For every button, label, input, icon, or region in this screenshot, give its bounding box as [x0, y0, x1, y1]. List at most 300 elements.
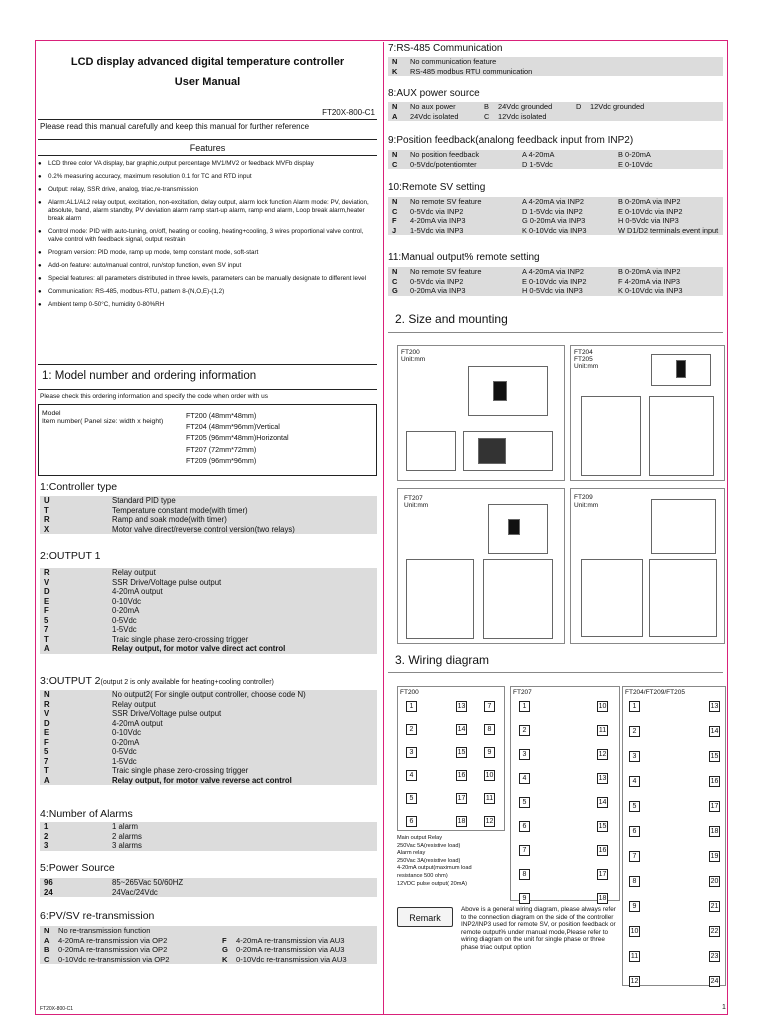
table-row — [388, 216, 723, 226]
front-view — [468, 366, 548, 416]
panel-unit: Unit:mm — [401, 356, 426, 363]
table-cell: N — [392, 267, 398, 276]
option-code: A — [44, 644, 50, 653]
table-cell — [232, 926, 377, 936]
table-cell: G — [222, 945, 228, 954]
table-cell: N — [392, 102, 398, 111]
table-cell: B 0-20mA via INP2 — [618, 197, 681, 206]
wiring-notes — [397, 835, 472, 888]
terminal: 4 — [629, 776, 640, 787]
controller-type-table — [40, 496, 377, 534]
terminal: 1 — [406, 701, 417, 712]
table-row — [40, 776, 377, 786]
terminal: 9 — [629, 901, 640, 912]
table-cell: No remote SV feature — [410, 267, 482, 276]
terminal: 14 — [710, 728, 719, 735]
table-cell: F 4-20mA via INP3 — [618, 276, 681, 286]
option-description: 1 alarm — [112, 822, 138, 831]
retrans-heading: 6:PV/SV re-transmission — [40, 910, 155, 922]
feature-item: ● Special features: all parameters distributed in three levels, parameters can be manually designate to different level — [38, 275, 377, 283]
option-code: U — [44, 496, 50, 505]
remote-sv-table — [388, 197, 723, 235]
rs485-heading: 7:RS-485 Communication — [388, 43, 503, 54]
front-view — [651, 499, 716, 554]
option-description: 1-5Vdc — [112, 756, 137, 766]
table-row — [40, 525, 377, 535]
table-cell: A 4-20mA via INP2 — [522, 267, 585, 276]
option-code: F — [44, 737, 49, 747]
option-description: Ramp and soak mode(with timer) — [112, 515, 227, 524]
table-cell: RS-485 modbus RTU communication — [410, 66, 533, 76]
terminal: 3 — [519, 749, 530, 760]
aux-heading: 8:AUX power source — [388, 88, 480, 99]
terminal: 11 — [630, 953, 639, 960]
table-row — [40, 719, 377, 729]
output2-heading-text: 3:OUTPUT 2 — [40, 675, 101, 687]
option-description: No output2( For single output controller, choose code N) — [112, 690, 306, 699]
power-heading: 5:Power Source — [40, 862, 115, 874]
option-code: N — [44, 690, 50, 699]
table-row — [40, 616, 377, 626]
option-code: A — [44, 775, 50, 785]
terminal: 8 — [484, 724, 495, 735]
model-item: FT205 (96mm*48mm)Horizontal — [186, 433, 289, 443]
table-row — [40, 757, 377, 767]
size-diagram-ft209 — [570, 488, 725, 644]
terminal: 6 — [629, 826, 640, 837]
table-row — [40, 568, 377, 578]
panel-name: FT200 — [400, 689, 419, 696]
feature-item: ● 0.2% measuring accuracy, maximum resolution 0.1 for TC and RTD input — [38, 173, 377, 181]
power-table — [40, 878, 377, 897]
wiring-diagram-ft204 — [622, 686, 726, 986]
table-cell: 0-20mA via INP3 — [410, 286, 466, 296]
output2-heading — [40, 675, 274, 687]
page-number: 1 — [722, 1004, 726, 1011]
option-description: Traic single phase zero-crossing trigger — [112, 766, 249, 775]
wiring-diagram-ft200 — [397, 686, 505, 831]
feature-item: ● Program version: PID mode, ramp up mode, temp constant mode, soft-start — [38, 249, 377, 257]
option-description: Relay output — [112, 568, 156, 577]
table-row — [388, 150, 723, 160]
table-cell: J — [392, 225, 397, 235]
panel-name: FT200 — [401, 349, 420, 356]
table-cell — [572, 112, 586, 122]
size-diagram-ft200 — [397, 345, 565, 481]
controller-type-heading: 1:Controller type — [40, 481, 118, 493]
side-view — [406, 431, 456, 471]
option-code: D — [44, 587, 50, 596]
table-cell: C — [484, 111, 490, 121]
panel-unit: Unit:mm — [404, 502, 429, 509]
terminal: 16 — [710, 778, 719, 785]
document-number: FT20X-800-C1 — [322, 108, 375, 117]
table-cell: 12Vdc grounded — [590, 102, 645, 111]
table-cell: C — [392, 159, 398, 169]
table-cell: F — [392, 216, 397, 226]
retrans-table — [40, 926, 377, 964]
option-description: SSR Drive/Voltage pulse output — [112, 709, 222, 718]
terminal: 23 — [710, 953, 719, 960]
model-sub-label: Item number( Panel size: width x height) — [42, 418, 164, 425]
model-item: FT204 (48mm*96mm)Vertical — [186, 422, 280, 432]
terminal: 5 — [629, 801, 640, 812]
terminal: 10 — [485, 772, 494, 779]
table-cell: K — [392, 66, 398, 76]
table-row — [388, 267, 723, 277]
table-cell — [218, 926, 232, 936]
table-row — [388, 102, 723, 112]
option-code: R — [44, 568, 50, 577]
table-cell: 0-10Vdc re-transmission via OP2 — [58, 954, 170, 964]
table-row — [40, 822, 377, 832]
rear-view — [649, 559, 717, 637]
table-row — [388, 112, 723, 122]
table-row — [40, 955, 377, 965]
panel-name: FT209 — [574, 494, 593, 501]
option-code: T — [44, 766, 49, 775]
manual-output-table — [388, 267, 723, 296]
table-cell: C — [44, 954, 50, 964]
table-cell: A — [44, 935, 50, 945]
table-row — [40, 578, 377, 588]
table-cell: A 4-20mA via INP2 — [522, 197, 585, 206]
table-cell: N — [392, 57, 398, 66]
panel-unit: Unit:mm — [574, 363, 599, 370]
terminal: 11 — [485, 795, 494, 802]
option-code: 96 — [44, 878, 53, 887]
option-description: 2 alarms — [112, 831, 142, 841]
option-code: 7 — [44, 625, 49, 634]
feature-item: ● LCD three color VA display, bar graphic,output percentage MV1/MV2 or feedback MVFb display — [38, 160, 377, 168]
output1-table — [40, 568, 377, 654]
model-item: FT209 (96mm*96mm) — [186, 455, 257, 465]
manual-subtitle: User Manual — [174, 76, 241, 88]
terminal: 18 — [457, 818, 466, 825]
option-description: Standard PID type — [112, 496, 176, 505]
features-heading-rule — [38, 155, 377, 156]
feature-item: ● Control mode: PID with auto-tuning, on/off, heating or cooling, heating+cooling, 3 wires proportional valve control, valve control with feedback signal, output restrain — [38, 228, 377, 244]
feature-item: ● Output: relay, SSR drive, analog, triac,re-transmission — [38, 186, 377, 194]
feature-item: ● Alarm:AL1/AL2 relay output, excitation, non-excitation, delay output, alarm lock function Alarm mode: PV, deviation, absolute, band, alarm standby, PV deviation alarm ramp start-up alarm, ramp end alarm, Loop break alarm,heater break alarm — [38, 199, 377, 223]
table-cell — [586, 112, 723, 122]
table-cell: No re-transmission function — [58, 926, 151, 935]
option-description: 24Vac/24Vdc — [112, 887, 158, 897]
size-heading: 2. Size and mounting — [395, 312, 508, 326]
remark-text: Above is a general wiring diagram, please always refer to the connection diagram on the side of the controller INP2/INP3 used for remote SV, or position feedback or remote output% under manual mode,Please refer to wiring diagram on the unit for single phase or three phase triac output option — [461, 906, 616, 951]
table-row — [40, 926, 377, 936]
option-code: T — [44, 634, 49, 644]
section-model-rule — [38, 389, 377, 390]
terminal: 18 — [598, 895, 607, 902]
table-row — [40, 644, 377, 654]
table-row — [40, 841, 377, 851]
model-item: FT207 (72mm*72mm) — [186, 444, 257, 454]
table-row — [40, 709, 377, 719]
top-view — [463, 431, 553, 471]
table-cell: B — [484, 102, 489, 111]
terminal: 7 — [629, 851, 640, 862]
features-bottom-rule — [38, 364, 377, 365]
wiring-note-line: resistance 500 ohm) — [397, 872, 448, 879]
table-cell: D 1-5Vdc — [522, 159, 553, 169]
option-description: 1-5Vdc — [112, 625, 137, 634]
terminal: 18 — [710, 828, 719, 835]
terminal: 15 — [457, 749, 466, 756]
wiring-note-line: 250Vac 5A(resistive load) — [397, 842, 461, 849]
table-cell: E 0-10Vdc — [618, 159, 653, 169]
side-view — [581, 396, 641, 476]
option-code: V — [44, 709, 50, 718]
terminal: 17 — [598, 871, 607, 878]
option-description: 3 alarms — [112, 841, 142, 850]
remark-label: Remark — [397, 907, 453, 927]
display-window — [493, 381, 507, 401]
option-code: 5 — [44, 615, 49, 625]
table-row — [40, 700, 377, 710]
panel-name: FT207 — [404, 495, 423, 502]
terminal: 9 — [519, 893, 530, 904]
table-cell: K — [222, 954, 228, 964]
option-code: F — [44, 606, 49, 615]
terminal: 2 — [629, 726, 640, 737]
model-item: FT200 (48mm*48mm) — [186, 411, 257, 420]
terminal: 3 — [629, 751, 640, 762]
table-row — [40, 515, 377, 525]
terminal: 13 — [598, 775, 607, 782]
option-description: 0-5Vdc — [112, 747, 137, 756]
table-cell: 24Vdc grounded — [498, 102, 553, 111]
terminal: 13 — [710, 703, 719, 710]
panel-unit: Unit:mm — [574, 502, 599, 509]
terminal: 24 — [710, 978, 719, 985]
terminal: 10 — [630, 928, 639, 935]
rs485-table — [388, 57, 723, 76]
wiring-heading: 3. Wiring diagram — [395, 653, 490, 667]
output2-table — [40, 690, 377, 785]
posfb-heading: 9:Position feedback(analong feedback input from INP2) — [388, 135, 634, 146]
table-cell: 1-5Vdc via INP3 — [410, 225, 464, 235]
ordering-note: Please check this ordering information and specify the code when order with us — [40, 393, 268, 400]
table-cell: No position feedback — [410, 150, 480, 159]
side-view — [581, 559, 643, 637]
table-cell: K 0-10Vdc via INP3 — [522, 225, 587, 235]
option-code: R — [44, 515, 50, 524]
option-description: 0-10Vdc — [112, 728, 142, 737]
option-code: 2 — [44, 831, 49, 841]
option-description: Relay output, for motor valve direct act control — [112, 644, 286, 653]
table-row — [388, 160, 723, 170]
terminal: 4 — [406, 770, 417, 781]
table-row — [388, 207, 723, 217]
table-cell: N — [44, 926, 50, 935]
table-row — [388, 57, 723, 67]
table-cell: A 4-20mA — [522, 150, 555, 159]
column-divider — [383, 42, 384, 1014]
option-description: SSR Drive/Voltage pulse output — [112, 577, 222, 587]
terminal: 5 — [519, 797, 530, 808]
wiring-note-line: Alarm relay — [397, 850, 426, 857]
feature-item: ● Add-on feature: auto/manual control, run/stop function, even SV input — [38, 262, 377, 270]
table-cell: B — [44, 945, 50, 954]
table-cell: H 0-5Vdc via INP3 — [522, 286, 583, 296]
option-description: 0-20mA — [112, 606, 140, 615]
option-code: T — [44, 505, 49, 515]
features-heading: Features — [189, 143, 226, 153]
table-row — [388, 197, 723, 207]
features-list — [38, 160, 377, 314]
terminal: 20 — [710, 878, 719, 885]
table-cell: No communication feature — [410, 57, 497, 66]
option-code: V — [44, 577, 50, 587]
terminal: 8 — [519, 869, 530, 880]
header-rule — [38, 119, 377, 120]
table-cell: G — [392, 286, 398, 296]
wiring-rule — [388, 672, 723, 673]
terminal: 12 — [630, 978, 639, 985]
table-row — [40, 728, 377, 738]
terminal: 6 — [406, 816, 417, 827]
table-cell: K 0-10Vdc via INP3 — [618, 286, 683, 296]
size-diagram-ft204 — [570, 345, 725, 481]
terminal: 14 — [598, 799, 607, 806]
table-cell: 0-10Vdc re-transmission via AU3 — [236, 954, 347, 964]
option-code: D — [44, 718, 50, 728]
wiring-note-line: Main output Relay — [397, 835, 443, 841]
size-rule — [388, 332, 723, 333]
table-cell: 4-20mA via INP3 — [410, 216, 466, 226]
terminal: 5 — [406, 793, 417, 804]
table-cell: F — [222, 935, 227, 945]
table-row — [40, 878, 377, 888]
panel-name: FT204 FT205 — [574, 349, 593, 363]
terminal: 12 — [598, 751, 607, 758]
wiring-note-line: 250Vac 3A(resistive load) — [397, 857, 461, 864]
table-row — [40, 766, 377, 776]
table-row — [40, 606, 377, 616]
display-window — [508, 519, 520, 535]
option-description: Temperature constant mode(with timer) — [112, 505, 248, 515]
table-row — [40, 597, 377, 607]
model-label: Model — [42, 410, 61, 417]
table-cell: C — [392, 206, 398, 216]
option-code: X — [44, 524, 50, 534]
table-cell: 4-20mA re-transmission via AU3 — [236, 935, 345, 945]
terminal: 9 — [484, 747, 495, 758]
option-code: R — [44, 699, 50, 709]
table-cell: E 0-10Vdc via INP2 — [618, 206, 683, 216]
terminal: 12 — [485, 818, 494, 825]
option-description: 0-5Vdc — [112, 615, 137, 625]
table-row — [388, 226, 723, 236]
option-description: Relay output — [112, 699, 156, 709]
table-row — [40, 936, 377, 946]
table-cell: N — [392, 197, 398, 206]
option-description: 0-10Vdc — [112, 596, 142, 606]
terminal: 22 — [710, 928, 719, 935]
table-cell: 0-20mA re-transmission via AU3 — [236, 945, 345, 954]
option-code: 1 — [44, 822, 49, 831]
terminal: 7 — [484, 701, 495, 712]
terminal: 17 — [710, 803, 719, 810]
option-code: 24 — [44, 887, 53, 897]
rear-view — [483, 559, 553, 639]
terminal: 16 — [457, 772, 466, 779]
terminal: 6 — [519, 821, 530, 832]
table-cell: 0-20mA re-transmission via OP2 — [58, 945, 168, 954]
feature-item: ● Communication: RS-485, modbus-RTU, pattern 8-(N,O,E)-(1,2) — [38, 288, 377, 296]
option-description: 4-20mA output — [112, 587, 163, 596]
table-row — [40, 506, 377, 516]
table-row — [40, 635, 377, 645]
section-model-heading: 1: Model number and ordering information — [42, 370, 257, 382]
table-row — [40, 587, 377, 597]
table-row — [388, 286, 723, 296]
side-view — [406, 559, 474, 639]
terminal: 19 — [710, 853, 719, 860]
table-cell: 0-5Vdc via INP2 — [410, 276, 464, 286]
terminal: 17 — [457, 795, 466, 802]
table-cell: No aux power — [410, 102, 456, 111]
features-top-rule — [38, 139, 377, 140]
table-cell: H 0-5Vdc via INP3 — [618, 216, 679, 226]
terminal: 3 — [406, 747, 417, 758]
table-cell: 4-20mA re-transmission via OP2 — [58, 935, 168, 945]
terminal: 1 — [629, 701, 640, 712]
table-cell: 0-5Vdc/potentiomter — [410, 159, 477, 169]
alarms-table — [40, 822, 377, 851]
terminal: 1 — [519, 701, 530, 712]
connector-block — [478, 438, 506, 464]
rear-view — [649, 396, 714, 476]
table-row — [40, 888, 377, 898]
terminal: 13 — [457, 703, 466, 710]
table-cell: G 0-20mA via INP3 — [522, 216, 586, 226]
terminal: 15 — [710, 753, 719, 760]
table-cell: 12Vdc isolated — [498, 111, 547, 121]
option-code: 7 — [44, 756, 49, 766]
option-code: 3 — [44, 841, 49, 850]
manual-output-heading: 11:Manual output% remote setting — [388, 252, 540, 263]
posfb-table — [388, 150, 723, 169]
table-row — [40, 738, 377, 748]
terminal: 4 — [519, 773, 530, 784]
terminal: 7 — [519, 845, 530, 856]
table-row — [40, 690, 377, 700]
terminal: 14 — [457, 726, 466, 733]
remote-sv-heading: 10:Remote SV setting — [388, 182, 486, 193]
terminal: 15 — [598, 823, 607, 830]
option-description: 0-20mA — [112, 737, 140, 747]
table-cell: B 0-20mA — [618, 150, 651, 159]
table-cell: W D1/D2 terminals event input — [618, 225, 719, 235]
table-row — [40, 832, 377, 842]
table-row — [388, 67, 723, 77]
intro-text: Please read this manual carefully and keep this manual for further reference — [40, 122, 310, 131]
table-cell: C — [392, 276, 398, 286]
wiring-diagram-ft207 — [510, 686, 620, 901]
terminal: 16 — [598, 847, 607, 854]
table-row — [40, 747, 377, 757]
option-description: 4-20mA output — [112, 718, 163, 728]
panel-name: FT207 — [513, 689, 532, 696]
terminal: 2 — [406, 724, 417, 735]
option-code: E — [44, 728, 50, 737]
table-cell: No remote SV feature — [410, 197, 482, 206]
table-row — [40, 496, 377, 506]
option-code: 5 — [44, 747, 49, 756]
table-cell: E 0-10Vdc via INP2 — [522, 276, 587, 286]
